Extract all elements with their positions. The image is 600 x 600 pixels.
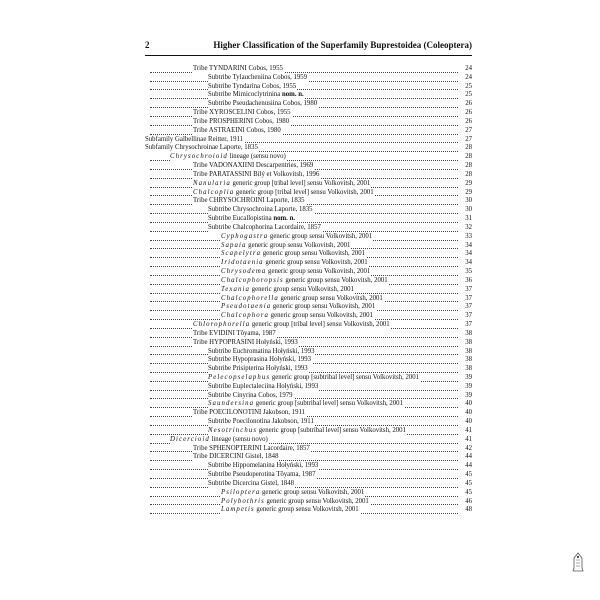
toc-entry-text xyxy=(221,506,360,515)
toc-entry-label: Subtribe Cinyrina Cobos, 1979 xyxy=(208,391,293,399)
toc-entry-suffix: generic group [tribal level] sensu Volkovitsh, 2001 xyxy=(234,188,374,196)
toc-entry-label: Subtribe Prisipterina Hołyński, 1993 xyxy=(208,365,308,373)
toc-entry-suffix: generic group sensu Volkovitsh, 2001 xyxy=(271,303,376,311)
toc-spaced-name: Pelecopselaphus xyxy=(208,373,271,381)
toc-page-number: 38 xyxy=(459,339,472,348)
toc-page-number: 38 xyxy=(459,348,472,357)
toc-page-number: 26 xyxy=(459,100,472,109)
toc-spaced-name: Lampetis xyxy=(221,506,255,514)
toc-entry-suffix: generic group sensu Volkovitsh, 2001 xyxy=(254,506,359,514)
toc-page-number: 31 xyxy=(459,215,472,224)
toc-page-number: 30 xyxy=(459,197,472,206)
toc-page-number: 37 xyxy=(459,321,472,330)
toc-entry-label: Subtribe Eucallopistina xyxy=(208,215,274,223)
toc-entry xyxy=(0,506,600,515)
toc-page-number: 42 xyxy=(459,445,472,454)
toc-page-number: 45 xyxy=(459,489,472,498)
toc-page-number: 34 xyxy=(459,250,472,259)
toc-page-number: 45 xyxy=(459,480,472,489)
toc-entry-suffix: generic group sensu Volkovitsh, 2001 xyxy=(246,241,351,249)
toc-page-number: 29 xyxy=(459,180,472,189)
toc-spaced-name: Nanularia xyxy=(193,179,231,187)
toc-entry-suffix: generic group [tribal level] sensu Volkovitsh, 2001 xyxy=(230,179,371,187)
toc-page-number: 36 xyxy=(459,277,472,286)
toc-spaced-name: Chrysochroioid xyxy=(170,153,228,161)
toc-entry-suffix: generic group sensu Volkovitsh, 2001 xyxy=(283,276,388,284)
toc-entry-suffix: generic group sensu Volkovitsh, 2001 xyxy=(263,259,368,267)
toc-entry-suffix: generic group sensu Volkovitsh, 2001 xyxy=(260,488,365,496)
toc-spaced-name: Texania xyxy=(221,285,250,293)
toc-entry-suffix: generic group sensu Volkovitsh, 2001 xyxy=(249,285,354,293)
toc-spaced-name: Saundersina xyxy=(208,400,255,408)
toc-page-number: 30 xyxy=(459,206,472,215)
toc-spaced-name: Polybothris xyxy=(221,497,265,505)
toc-entry-label: Tribe PARATASSINI Bílý et Volkovitsh, 1996 xyxy=(193,170,320,178)
toc-page-number: 34 xyxy=(459,242,472,251)
toc-entry-label: Tribe HYPOPRASINI Hołyński, 1993 xyxy=(193,338,298,346)
toc-entry-label: Subtribe Chrysochroina Laporte, 1835 xyxy=(208,206,313,214)
toc-entry-suffix: generic group [subtribal level] sensu Volkovitsh, 2001 xyxy=(257,426,406,434)
toc-spaced-name: Dicercioid xyxy=(170,435,210,443)
toc-entry-suffix: lineage (sensu novo) xyxy=(227,153,286,161)
toc-entry-label: Tribe XYROSCELINI Cobos, 1955 xyxy=(193,109,291,117)
toc-page-number: 46 xyxy=(459,498,472,507)
toc-entry-label: Tribe EVIDINI Tôyama, 1987 xyxy=(193,329,276,337)
toc-entry-label: Tribe SPHENOPTERINI Lacordaire, 1857 xyxy=(193,444,310,452)
page-number: 2 xyxy=(145,40,150,50)
toc-page-number: 39 xyxy=(459,392,472,401)
toc-page-number: 28 xyxy=(459,171,472,180)
page-header xyxy=(145,40,472,54)
toc-entry-label: Subtribe Tylaucheniina Cobos, 1959 xyxy=(208,73,308,81)
toc-spaced-name: Nesotrinchus xyxy=(208,426,258,434)
toc-entry-suffix: generic group sensu Volkovitsh, 2001 xyxy=(266,268,371,276)
toc-page-number: 38 xyxy=(459,356,472,365)
toc-entry-suffix: generic group sensu Volkovitsh, 2001 xyxy=(268,312,373,320)
toc-entry-label: Tribe CHRYSOCHROINI Laporte, 1835 xyxy=(193,197,305,205)
toc-page-number: 37 xyxy=(459,303,472,312)
toc-spaced-name: Sapaia xyxy=(221,241,247,249)
toc-entry-label: Subtribe Euchromatina Hołyński, 1993 xyxy=(208,347,315,355)
toc-page-number: 40 xyxy=(459,418,472,427)
toc-page-number: 37 xyxy=(459,286,472,295)
publisher-logo-icon xyxy=(572,552,584,572)
toc-entry-label: Tribe DICERCINI Gistel, 1848 xyxy=(193,453,279,461)
toc-entry-suffix: generic group sensu Volkovitsh, 2001 xyxy=(261,250,366,258)
toc-page-number: 45 xyxy=(459,471,472,480)
toc-page-number: 44 xyxy=(459,453,472,462)
table-of-contents xyxy=(0,65,600,515)
toc-page-number: 33 xyxy=(459,233,472,242)
toc-entry-label: Tribe POECILONOTINI Jakobson, 1911 xyxy=(193,409,306,417)
toc-page-number: 48 xyxy=(459,506,472,515)
toc-entry-suffix: lineage (sensu novo) xyxy=(209,435,268,443)
toc-spaced-name: Chalcoplia xyxy=(193,188,235,196)
toc-entry-suffix: generic group [subtribal level] sensu Volkovitsh, 2001 xyxy=(254,400,403,408)
running-title: Higher Classification of the Superfamily Buprestoidea (Coleoptera) xyxy=(213,40,472,50)
toc-entry-label: Tribe VADONAXIINI Descarpentries, 1969 xyxy=(193,162,314,170)
toc-entry-label: Subtribe Hypoprasina Hołyński, 1993 xyxy=(208,356,312,364)
toc-spaced-name: Psiloptera xyxy=(221,488,261,496)
toc-page-number: 25 xyxy=(459,83,472,92)
toc-entry-label: Subfamily Chrysochroinae Laporte, 1835 xyxy=(145,144,258,152)
toc-spaced-name: Chalcophorella xyxy=(221,294,279,302)
toc-entry-label: Subtribe Euplectaleciina Hołyński, 1993 xyxy=(208,382,319,390)
toc-page-number: 24 xyxy=(459,65,472,74)
toc-page-number: 28 xyxy=(459,162,472,171)
header-rule xyxy=(145,55,472,56)
toc-page-number: 29 xyxy=(459,189,472,198)
toc-page-number: 39 xyxy=(459,383,472,392)
toc-entry-suffix: generic group sensu Volkovitsh, 2001 xyxy=(268,232,373,240)
toc-page-number: 41 xyxy=(459,427,472,436)
toc-spaced-name: Chlorophorella xyxy=(193,321,251,329)
toc-spaced-name: Cyphogastra xyxy=(221,232,269,240)
toc-page-number: 24 xyxy=(459,74,472,83)
toc-entry-suffix: generic group sensu Volkovitsh, 2001 xyxy=(278,294,383,302)
toc-page-number: 28 xyxy=(459,144,472,153)
toc-page-number: 41 xyxy=(459,436,472,445)
toc-spaced-name: Pseudotaenia xyxy=(221,303,272,311)
toc-spaced-name: Scapelytra xyxy=(221,250,262,258)
toc-entry-label: Subtribe Poecilonotina Jakobson, 1911 xyxy=(208,418,314,426)
toc-page-number: 27 xyxy=(459,136,472,145)
toc-page-number: 37 xyxy=(459,295,472,304)
toc-page-number: 27 xyxy=(459,127,472,136)
toc-entry-label: Subtribe Hippomelanina Hołyński, 1993 xyxy=(208,462,319,470)
toc-page-number: 26 xyxy=(459,109,472,118)
toc-page-number: 39 xyxy=(459,374,472,383)
toc-entry-label: Subfamily Galbellinae Reitter, 1911 xyxy=(145,135,244,143)
toc-page-number: 40 xyxy=(459,400,472,409)
toc-entry-label: Tribe ASTRAEINI Cobos, 1980 xyxy=(193,126,281,134)
toc-entry-label: Subtribe Tyndarina Cobos, 1955 xyxy=(208,82,297,90)
toc-page-number: 44 xyxy=(459,462,472,471)
toc-page-number: 34 xyxy=(459,259,472,268)
toc-entry-label: Subtribe Pseudoperotina Tôyama, 1987 xyxy=(208,471,316,479)
toc-spaced-name: Chalcophoropsis xyxy=(221,276,284,284)
toc-page-number: 38 xyxy=(459,330,472,339)
toc-page-number: 26 xyxy=(459,118,472,127)
toc-nomen-novum: nom. n. xyxy=(273,215,296,223)
toc-entry-label: Subtribe Dicercina Gistel, 1848 xyxy=(208,479,295,487)
toc-page-number: 35 xyxy=(459,268,472,277)
toc-page-number: 25 xyxy=(459,91,472,100)
toc-page-number: 40 xyxy=(459,409,472,418)
toc-page-number: 32 xyxy=(459,224,472,233)
toc-entry-label: Subtribe Mimicoclytrinina xyxy=(208,91,282,99)
toc-page-number: 28 xyxy=(459,153,472,162)
toc-nomen-novum: nom. n. xyxy=(282,91,304,99)
toc-entry-label: Tribe PROSPHERINI Cobos, 1980 xyxy=(193,117,290,125)
toc-entry-suffix: generic group sensu Volkovitsh, 2001 xyxy=(264,497,369,505)
toc-spaced-name: Iridotaenia xyxy=(221,259,264,267)
toc-page-number: 38 xyxy=(459,365,472,374)
toc-spaced-name: Chrysodema xyxy=(221,268,267,276)
toc-entry-suffix: generic group [tribal level] sensu Volkovitsh, 2001 xyxy=(250,321,390,329)
toc-entry-label: Tribe TYNDARINI Cobos, 1955 xyxy=(193,65,283,72)
toc-spaced-name: Chalcophora xyxy=(221,312,269,320)
toc-entry-label: Subtribe Pseudachenusiina Cobos, 1980 xyxy=(208,100,318,108)
toc-entry-suffix: generic group [subtribal level] sensu Volkovitsh, 2001 xyxy=(270,373,420,381)
toc-page-number: 37 xyxy=(459,312,472,321)
toc-entry-label: Subtribe Chalcophorina Lacordaire, 1857 xyxy=(208,223,321,231)
